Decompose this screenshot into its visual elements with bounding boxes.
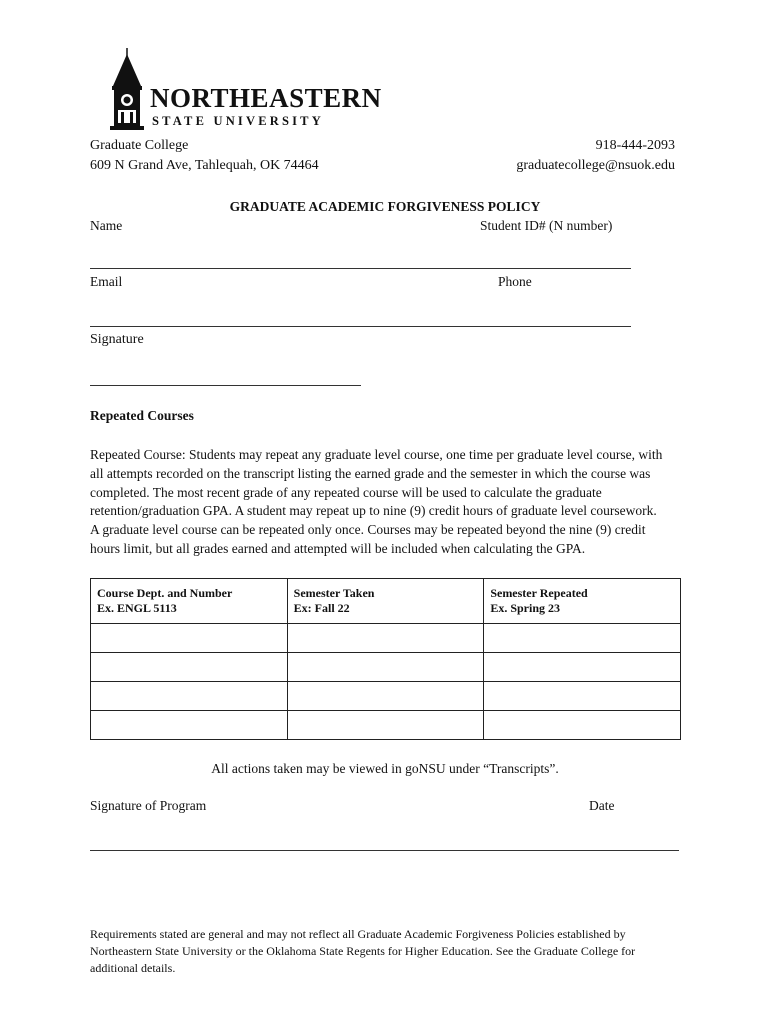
date-label: Date: [589, 798, 615, 813]
email-phone-line[interactable]: [90, 326, 631, 327]
repeated-courses-heading: Repeated Courses: [90, 408, 194, 423]
paragraph-line: A graduate level course can be repeated only once. Courses may be repeated beyond the nine (9) credit: [90, 522, 646, 538]
table-cell[interactable]: [91, 682, 288, 711]
header-semester-repeated: [484, 579, 681, 624]
name-id-line[interactable]: [90, 268, 631, 269]
table-cell[interactable]: [287, 682, 484, 711]
clock-tower-icon: [108, 48, 146, 130]
repeated-courses-paragraph: [90, 446, 690, 559]
table-cell[interactable]: [91, 653, 288, 682]
table-cell[interactable]: [484, 653, 681, 682]
paragraph-line: completed. The most recent grade of any repeated course will be used to calculate the graduate: [90, 484, 602, 500]
office-address: 609 N Grand Ave, Tahlequah, OK 74464: [90, 158, 319, 173]
logo-name-line2: STATE UNIVERSITY: [152, 114, 324, 128]
logo-name-line1: NORTHEASTERN: [150, 83, 382, 113]
student-id-label: Student ID# (N number): [480, 218, 613, 233]
office-email: graduatecollege@nsuok.edu: [516, 158, 675, 173]
paragraph-line: retention/graduation GPA. A student may repeat up to nine (9) credit hours of graduate level coursework.: [90, 503, 657, 519]
table-header-row: [91, 579, 681, 624]
program-signature-line[interactable]: [90, 850, 679, 851]
table-cell[interactable]: [287, 653, 484, 682]
header-semester-taken: [287, 579, 484, 624]
footer-line: additional details.: [90, 961, 176, 975]
signature-label: Signature: [90, 332, 144, 347]
header-label: Semester Taken: [293, 586, 375, 600]
email-label: Email: [90, 274, 123, 289]
table-row: [91, 711, 681, 740]
office-name: Graduate College: [90, 138, 189, 153]
header-label: Semester Repeated: [490, 586, 588, 600]
table-row: [91, 682, 681, 711]
footer-note: [90, 926, 690, 977]
header-example: Ex. Spring 23: [490, 601, 560, 615]
paragraph-line: hours limit, but all grades earned and attempted will be included when calculating the GPA.: [90, 540, 586, 556]
university-logo: [104, 48, 382, 132]
footer-line: Northeastern State University or the Oklahoma State Regents for Higher Education. See the Graduate College for: [90, 944, 636, 958]
office-phone: 918-444-2093: [595, 138, 675, 153]
header-course-dept: [91, 579, 288, 624]
table-row: [91, 624, 681, 653]
repeated-courses-table: [90, 578, 681, 740]
signature-line[interactable]: [90, 385, 361, 386]
header-example: Ex: Fall 22: [293, 601, 350, 615]
table-cell[interactable]: [287, 711, 484, 740]
table-cell[interactable]: [484, 624, 681, 653]
program-signature-label: Signature of Program: [90, 798, 207, 813]
table-cell[interactable]: [287, 624, 484, 653]
name-label: Name: [90, 218, 123, 233]
paragraph-line: all attempts recorded on the transcript listing the earned grade and the semester in which the course was: [90, 465, 651, 481]
table-cell[interactable]: [91, 711, 288, 740]
phone-label: Phone: [498, 274, 532, 289]
form-title: GRADUATE ACADEMIC FORGIVENESS POLICY: [229, 199, 541, 214]
footer-line: Requirements stated are general and may not reflect all Graduate Academic Forgiveness Policies established by: [90, 927, 626, 941]
header-label: Course Dept. and Number: [97, 586, 233, 600]
table-row: [91, 653, 681, 682]
table-cell[interactable]: [91, 624, 288, 653]
table-cell[interactable]: [484, 711, 681, 740]
gonsu-note: All actions taken may be viewed in goNSU under “Transcripts”.: [211, 761, 559, 776]
table-cell[interactable]: [484, 682, 681, 711]
paragraph-line: Repeated Course: Students may repeat any graduate level course, one time per graduate level course, with: [90, 447, 663, 462]
header-example: Ex. ENGL 5113: [97, 601, 177, 615]
